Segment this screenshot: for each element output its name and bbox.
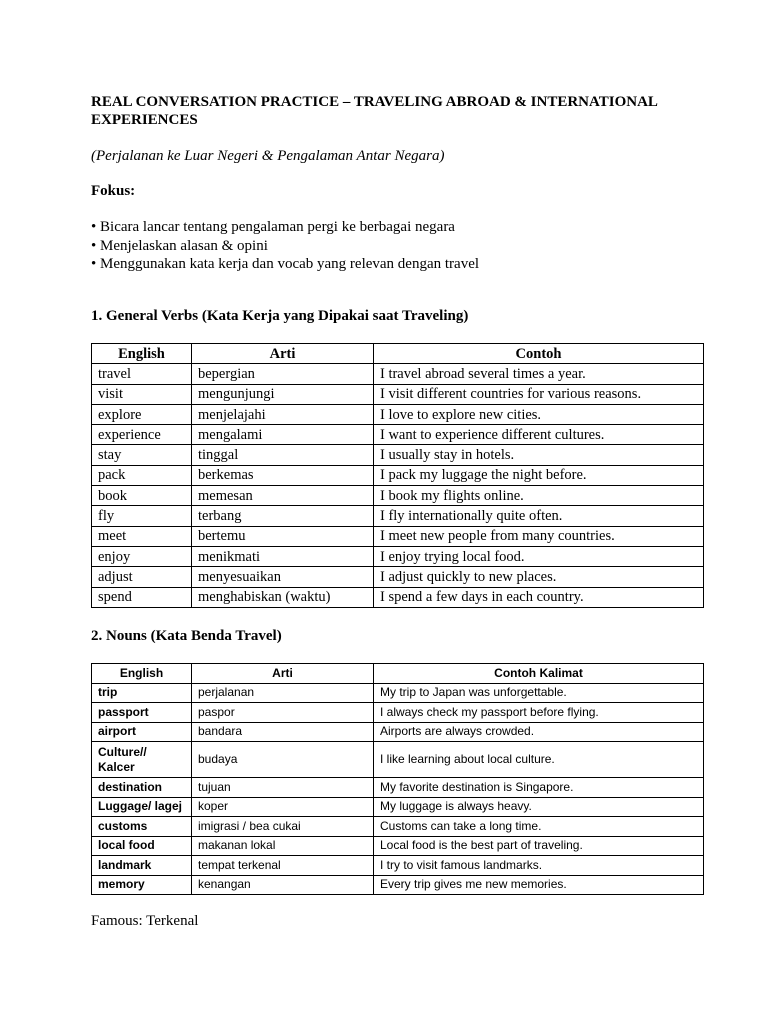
cell-english: memory (92, 875, 192, 895)
cell-english: stay (92, 445, 192, 465)
focus-item: • Bicara lancar tentang pengalaman pergi ke berbagai negara (91, 218, 479, 237)
cell-english: landmark (92, 856, 192, 876)
table-row (92, 567, 704, 587)
cell-example: I pack my luggage the night before. (374, 465, 704, 485)
cell-example: My favorite destination is Singapore. (374, 778, 704, 798)
cell-arti: mengunjungi (192, 384, 374, 404)
focus-item: • Menjelaskan alasan & opini (91, 237, 479, 256)
table-row (92, 778, 704, 798)
nouns-table-body (92, 683, 704, 895)
cell-english: trip (92, 683, 192, 703)
cell-example: I always check my passport before flying. (374, 703, 704, 723)
cell-example: I meet new people from many countries. (374, 526, 704, 546)
verbs-table-body (92, 364, 704, 608)
table-row (92, 587, 704, 607)
table-row (92, 875, 704, 895)
table-row (92, 742, 704, 778)
cell-english: visit (92, 384, 192, 404)
cell-english: experience (92, 425, 192, 445)
cell-example: I enjoy trying local food. (374, 546, 704, 566)
cell-english: local food (92, 836, 192, 856)
table-row (92, 486, 704, 506)
cell-example: Local food is the best part of traveling. (374, 836, 704, 856)
cell-english: Culture// Kalcer (92, 742, 192, 778)
column-header: English (92, 664, 192, 684)
cell-arti: kenangan (192, 875, 374, 895)
cell-arti: berkemas (192, 465, 374, 485)
table-row (92, 465, 704, 485)
cell-english: destination (92, 778, 192, 798)
table-row (92, 404, 704, 424)
verbs-table (91, 343, 704, 608)
cell-english: meet (92, 526, 192, 546)
cell-arti: paspor (192, 703, 374, 723)
cell-english: explore (92, 404, 192, 424)
cell-arti: budaya (192, 742, 374, 778)
column-header: Arti (192, 344, 374, 364)
cell-example: I travel abroad several times a year. (374, 364, 704, 384)
table-row (92, 703, 704, 723)
table-row (92, 683, 704, 703)
cell-example: I love to explore new cities. (374, 404, 704, 424)
cell-arti: bandara (192, 722, 374, 742)
cell-english: pack (92, 465, 192, 485)
cell-example: I spend a few days in each country. (374, 587, 704, 607)
table-row (92, 364, 704, 384)
cell-arti: bertemu (192, 526, 374, 546)
cell-example: My trip to Japan was unforgettable. (374, 683, 704, 703)
cell-example: I fly internationally quite often. (374, 506, 704, 526)
table-row (92, 817, 704, 837)
column-header: English (92, 344, 192, 364)
cell-example: I try to visit famous landmarks. (374, 856, 704, 876)
cell-arti: tinggal (192, 445, 374, 465)
cell-arti: menyesuaikan (192, 567, 374, 587)
table-row (92, 445, 704, 465)
section-heading-verbs: 1. General Verbs (Kata Kerja yang Dipakai saat Traveling) (91, 308, 469, 324)
cell-english: travel (92, 364, 192, 384)
cell-arti: terbang (192, 506, 374, 526)
table-row (92, 797, 704, 817)
cell-english: customs (92, 817, 192, 837)
table-header-row (92, 664, 704, 684)
cell-example: I like learning about local culture. (374, 742, 704, 778)
cell-arti: tujuan (192, 778, 374, 798)
cell-example: My luggage is always heavy. (374, 797, 704, 817)
cell-example: I visit different countries for various reasons. (374, 384, 704, 404)
cell-example: I usually stay in hotels. (374, 445, 704, 465)
cell-english: fly (92, 506, 192, 526)
table-row (92, 506, 704, 526)
column-header: Arti (192, 664, 374, 684)
column-header: Contoh Kalimat (374, 664, 704, 684)
cell-english: adjust (92, 567, 192, 587)
cell-example: I adjust quickly to new places. (374, 567, 704, 587)
cell-arti: menikmati (192, 546, 374, 566)
document-title: REAL CONVERSATION PRACTICE – TRAVELING ABROAD & INTERNATIONAL EXPERIENCES (91, 94, 658, 128)
document-subtitle: (Perjalanan ke Luar Negeri & Pengalaman Antar Negara) (91, 148, 445, 164)
focus-item: • Menggunakan kata kerja dan vocab yang relevan dengan travel (91, 255, 479, 274)
table-row (92, 526, 704, 546)
cell-arti: menjelajahi (192, 404, 374, 424)
focus-label: Fokus: (91, 183, 136, 199)
table-row (92, 425, 704, 445)
cell-arti: memesan (192, 486, 374, 506)
cell-english: book (92, 486, 192, 506)
cell-arti: bepergian (192, 364, 374, 384)
column-header: Contoh (374, 344, 704, 364)
focus-list (91, 218, 479, 274)
cell-english: spend (92, 587, 192, 607)
cell-example: Airports are always crowded. (374, 722, 704, 742)
cell-english: airport (92, 722, 192, 742)
nouns-table (91, 663, 704, 895)
cell-example: I book my flights online. (374, 486, 704, 506)
cell-english: Luggage/ lagej (92, 797, 192, 817)
footer-note: Famous: Terkenal (91, 913, 199, 929)
cell-arti: menghabiskan (waktu) (192, 587, 374, 607)
cell-arti: tempat terkenal (192, 856, 374, 876)
cell-arti: makanan lokal (192, 836, 374, 856)
table-row (92, 836, 704, 856)
cell-example: Customs can take a long time. (374, 817, 704, 837)
cell-arti: perjalanan (192, 683, 374, 703)
cell-example: Every trip gives me new memories. (374, 875, 704, 895)
table-row (92, 546, 704, 566)
cell-english: passport (92, 703, 192, 723)
section-heading-nouns: 2. Nouns (Kata Benda Travel) (91, 628, 282, 644)
cell-english: enjoy (92, 546, 192, 566)
table-row (92, 384, 704, 404)
cell-example: I want to experience different cultures. (374, 425, 704, 445)
table-header-row (92, 344, 704, 364)
table-row (92, 856, 704, 876)
table-row (92, 722, 704, 742)
cell-arti: imigrasi / bea cukai (192, 817, 374, 837)
cell-arti: mengalami (192, 425, 374, 445)
cell-arti: koper (192, 797, 374, 817)
